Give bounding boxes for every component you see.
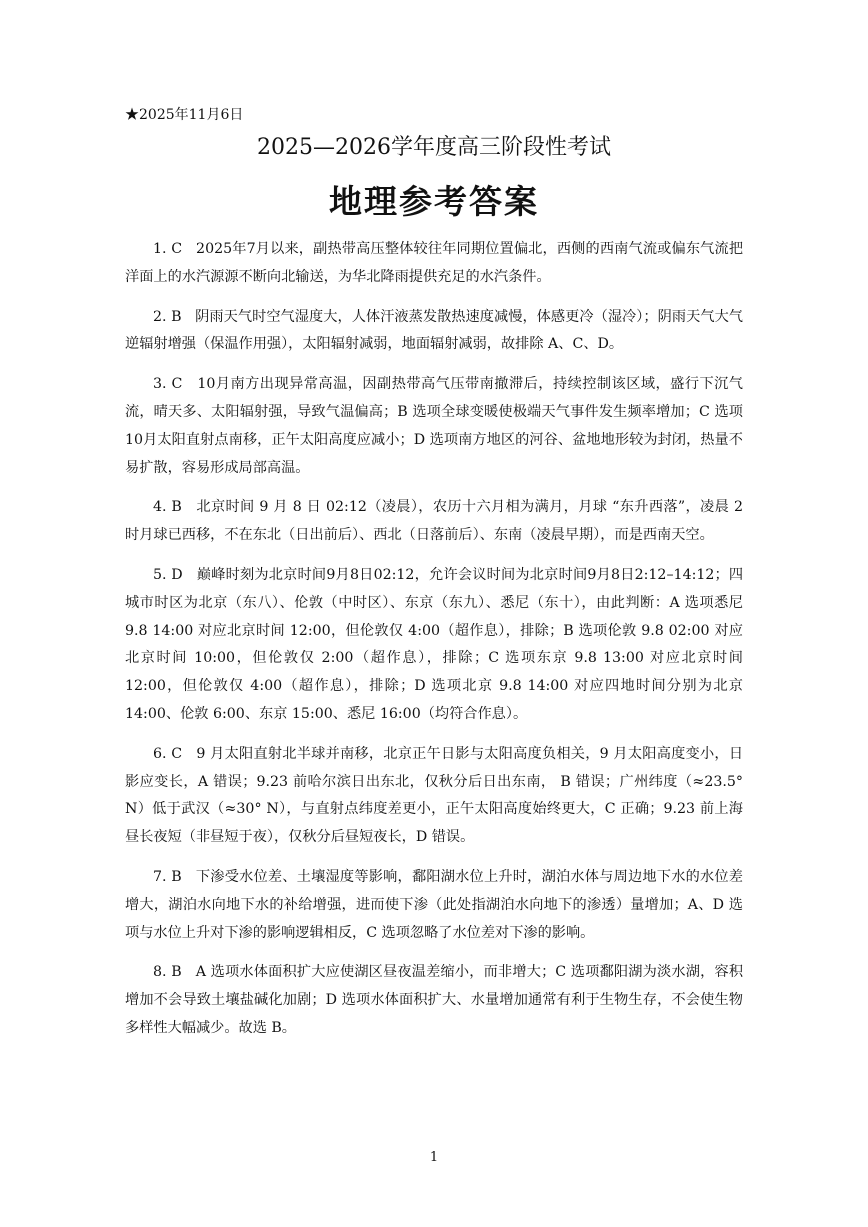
exam-date: ★2025年11月6日 xyxy=(125,107,244,123)
answer-label: 2. B xyxy=(153,308,182,325)
answer-label: 1. C xyxy=(153,241,183,257)
answer-text: 下渗受水位差、土壤湿度等影响，鄱阳湖水位上升时，湖泊水体与周边地下水的水位差增大，湖泊水向地下水的补给增强，进而使下渗（此处指湖泊水向地下的渗透）量增加；A、D 选项与水位上升对下渗的影响逻辑相反，C 选项忽略了水位差对下渗的影响。 xyxy=(125,868,743,941)
answer-text: 2025年7月以来，副热带高压整体较往年同期位置偏北，西侧的西南气流或偏东气流把洋面上的水汽源源不断向北输送，为华北降雨提供充足的水汽条件。 xyxy=(125,241,744,285)
answer-text: 10月南方出现异常高温，因副热带高气压带南撤滞后，持续控制该区域，盛行下沉气流，晴天多、太阳辐射强，导致气温偏高；B 选项全球变暖使极端天气事件发生频率增加；C 选项 10月太阳直射点南移，正午太阳高度应减小；D 选项南方地区的河谷、盆地地形较为封闭，热量不易扩散，容易形成局部高温。 xyxy=(125,376,743,476)
answer-item xyxy=(125,864,743,947)
answer-text: 巅峰时刻为北京时间9月8日02:12，允许会议时间为北京时间9月8日2:12–14:12；四城市时区为北京（东八）、伦敦（中时区）、东京（东九）、悉尼（东十），由此判断：A 选项悉尼 9.8 14:00 对应北京时间 12:00，但伦敦仅 4:00（超作息），排除；B 选项伦敦 9.8 02:00 对应北京时间 10:00，但伦敦仅 2:00（超作息），排除；C 选项东京 9.8 13:00 对应北京时间 12:00，但伦敦仅 4:00（超作息），排除；D 选项北京 9.8 14:00 对应四地时间分别为北京 14:00、伦敦 6:00、东京 15:00、悉尼 16:00（均符合作息）。 xyxy=(125,566,744,722)
answer-label: 7. B xyxy=(153,868,182,885)
answer-text: 阴雨天气时空气湿度大，人体汗液蒸发散热速度减慢，体感更冷（湿冷）；阴雨天气大气逆辐射增强（保温作用强），太阳辐射减弱，地面辐射减弱，故排除 A、C、D。 xyxy=(125,308,743,353)
answer-item xyxy=(125,494,743,550)
answer-list xyxy=(125,236,743,1055)
answer-label: 6. C xyxy=(153,745,183,762)
answer-key-title: 地理参考答案 xyxy=(329,182,539,221)
answer-item xyxy=(125,562,743,729)
answer-label: 4. B xyxy=(153,499,182,516)
answer-label: 3. C xyxy=(153,376,183,393)
answer-label: 8. B xyxy=(153,964,182,981)
answer-item xyxy=(125,371,743,482)
answer-text: 9 月太阳直射北半球并南移，北京正午日影与太阳高度负相关，9 月太阳高度变小，日影应变长，A 错误；9.23 前哈尔滨日出东北，仅秋分后日出东南， B 错误；广州纬度（≈23.5° N）低于武汉（≈30° N），与直射点纬度差更小，正午太阳高度始终更大，C 正确；9.23 前上海昼长夜短（非昼短于夜），仅秋分后昼短夜长，D 错误。 xyxy=(125,745,744,846)
answer-label: 5. D xyxy=(153,566,183,583)
answer-item xyxy=(125,236,743,292)
answer-item xyxy=(125,959,743,1042)
exam-title: 2025—2026学年度高三阶段性考试 xyxy=(257,135,611,160)
answer-item xyxy=(125,304,743,360)
answer-text: 北京时间 9 月 8 日 02:12（凌晨），农历十六月相为满月，月球 “东升西落”，凌晨 2 时月球已西移，不在东北（日出前后）、西北（日落前后）、东南（凌晨早期），而是西南天空。 xyxy=(125,499,743,544)
answer-item xyxy=(125,741,743,852)
answer-text: A 选项水体面积扩大应使湖区昼夜温差缩小，而非增大；C 选项鄱阳湖为淡水湖，容积增加不会导致土壤盐碱化加剧；D 选项水体面积扩大、水量增加通常有利于生物生存，不会使生物多样性大幅减少。故选 B。 xyxy=(125,964,744,1036)
page-number: 1 xyxy=(429,1150,439,1165)
